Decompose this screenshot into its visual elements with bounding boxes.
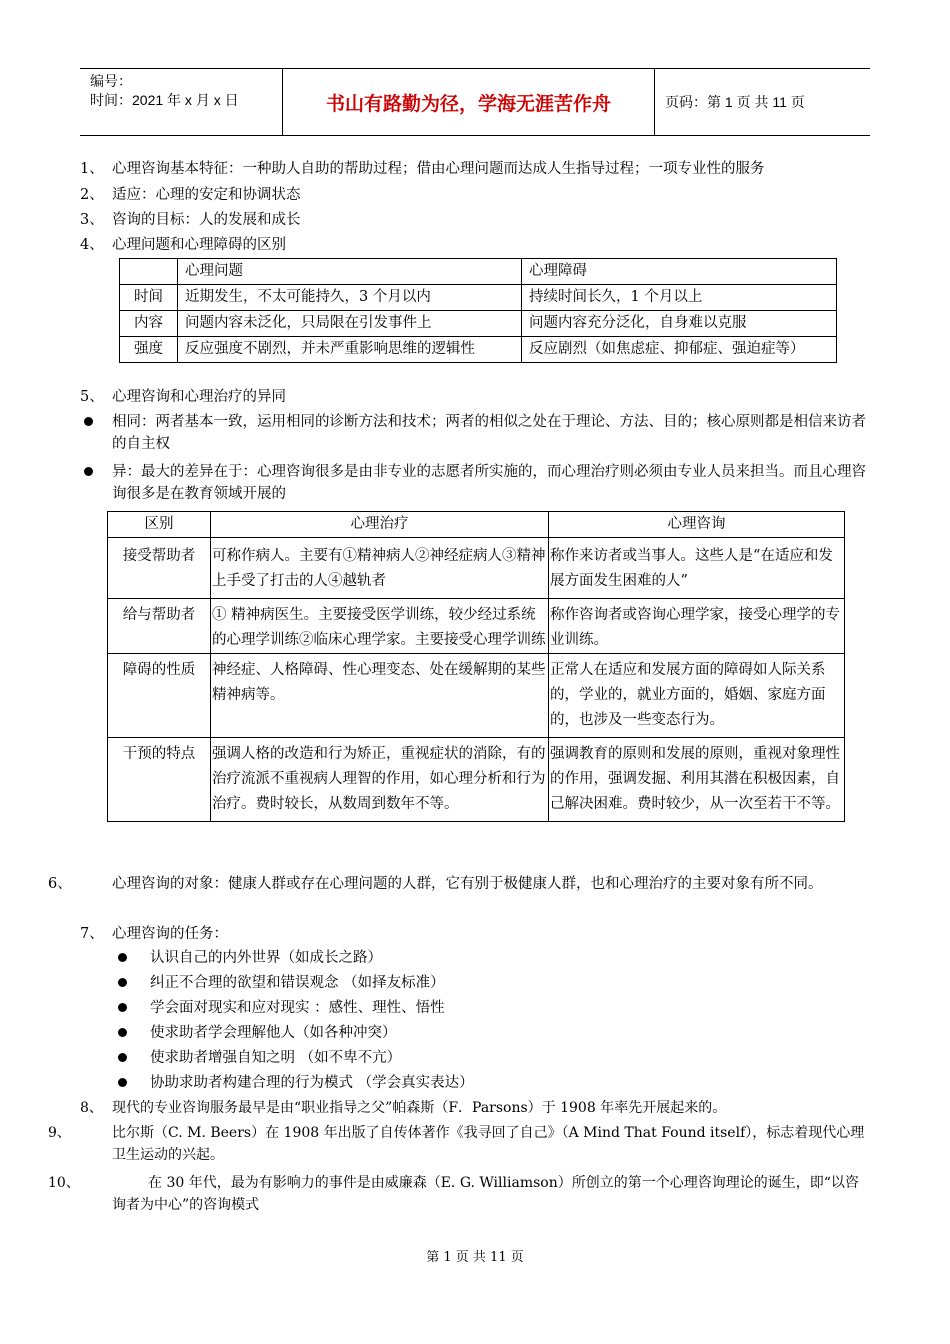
header-meta (80, 69, 283, 135)
header-page-label: 页码：第 1 页 共 11 页 (665, 94, 805, 110)
task-item: 纠正不合理的欲望和错误观念 （如择友标准） (150, 975, 445, 991)
table-row: 给与帮助者 ① 精神病医生。主要接受医学训练，较少经过系统的心理学训练②临床心理学家。主要接受心理学训练 称作咨询者或咨询心理学家，接受心理学的专业训练。 (108, 599, 845, 654)
bullet-dot (118, 1003, 127, 1012)
same-point: 相同：两者基本一致，运用相同的诊断方法和技术；两者的相似之处在于理论、方法、目的；核心原则都是相信来访者的自主权 (112, 414, 866, 452)
bullet-dot (118, 1028, 127, 1037)
item-9: 9、 比尔斯（C. M. Beers）在 1908 年出版了自传体著作《我寻回了自己》（A Mind That Found itself），标志着现代心理卫生运动的兴起。 (48, 1125, 865, 1163)
table-row: 干预的特点 强调人格的改造和行为矫正，重视症状的消除，有的治疗流派不重视病人理智的作用，如心理分析和行为治疗。费时较长，从数周到数年不等。 强调教育的原则和发展的原则，重视对象理性的作用，强调发掘、利用其潜在积极因素，自己解决困难。费时较少，从一次至若干不等。 (108, 738, 845, 822)
item-8: 8、 现代的专业咨询服务最早是由“职业指导之父”帕森斯（F．Parsons）于 1908 年率先开展起来的。 (80, 1100, 727, 1116)
diff-point: 异：最大的差异在于：心理咨询很多是由非专业的志愿者所实施的，而心理治疗则必须由专业人员来担当。而且心理咨询很多是在教育领域开展的 (112, 464, 866, 502)
page-header (80, 68, 870, 136)
task-item: 使求助者学会理解他人（如各种冲突） (150, 1025, 397, 1041)
page-footer: 第 1 页 共 11 页 (426, 1250, 524, 1265)
task-item: 学会面对现实和应对现实 ：感性、理性、悟性 (150, 1000, 445, 1016)
table-row: 时间 近期发生，不太可能持久，3 个月以内 持续时间长久，1 个月以上 (120, 285, 837, 311)
code-label: 编号： (90, 73, 132, 89)
bullet-dot (84, 467, 93, 476)
table-row: 障碍的性质 神经症、人格障碍、性心理变态、处在缓解期的某些精神病等。 正常人在适应和发展方面的障碍如人际关系的，学业的，就业方面的，婚姻、家庭方面的，也涉及一些变态行为。 (108, 654, 845, 738)
bullet-dot (118, 1078, 127, 1087)
bullet-dot (118, 978, 127, 987)
bullet-dot (118, 1053, 127, 1062)
time-label: 时间：2021 年 x 月 x 日 (90, 92, 239, 108)
bullet-dot (84, 417, 93, 426)
item-5: 5、 心理咨询和心理治疗的异同 (80, 389, 286, 405)
item-7: 7、 心理咨询的任务： (80, 926, 228, 942)
therapy-vs-counseling-table (107, 511, 845, 822)
task-item: 使求助者增强自知之明 （如不卑不亢） (150, 1050, 402, 1066)
table-header-row: 心理问题 心理障碍 (120, 259, 837, 285)
task-item: 认识自己的内外世界（如成长之路） (150, 950, 382, 966)
table-row: 接受帮助者 可称作病人。主要有①精神病人②神经症病人③精神上手受了打击的人④越轨者 称作来访者或当事人。这些人是“在适应和发展方面发生困难的人” (108, 538, 845, 599)
table-row: 强度 反应强度不剧烈，并未严重影响思维的逻辑性 反应剧烈（如焦虑症、抑郁症、强迫症等） (120, 337, 837, 363)
item-10: 10、 在 30 年代，最为有影响力的事件是由威廉森（E. G. Williamson）所创立的第一个心理咨询理论的诞生，即“以咨询者为中心”的咨询模式 (48, 1175, 859, 1213)
table-header-row: 区别 心理治疗 心理咨询 (108, 512, 845, 538)
item-3: 3、 咨询的目标：人的发展和成长 (80, 212, 301, 228)
item-4: 4、 心理问题和心理障碍的区别 (80, 237, 286, 253)
header-motto: 书山有路勤为径，学海无涯苦作舟 (283, 69, 655, 135)
task-item: 协助求助者构建合理的行为模式 （学会真实表达） (150, 1075, 474, 1091)
item-1: 1、 心理咨询基本特征：一种助人自助的帮助过程；借由心理问题而达成人生指导过程；一项专业性的服务 (80, 161, 765, 177)
table-row: 内容 问题内容未泛化，只局限在引发事件上 问题内容充分泛化，自身难以克服 (120, 311, 837, 337)
item-6: 6、 心理咨询的对象：健康人群或存在心理问题的人群，它有别于极健康人群，也和心理治疗的主要对象有所不同。 (48, 876, 823, 892)
item-2: 2、 适应：心理的安定和协调状态 (80, 187, 301, 203)
bullet-dot (118, 953, 127, 962)
problem-vs-disorder-table (119, 258, 837, 363)
